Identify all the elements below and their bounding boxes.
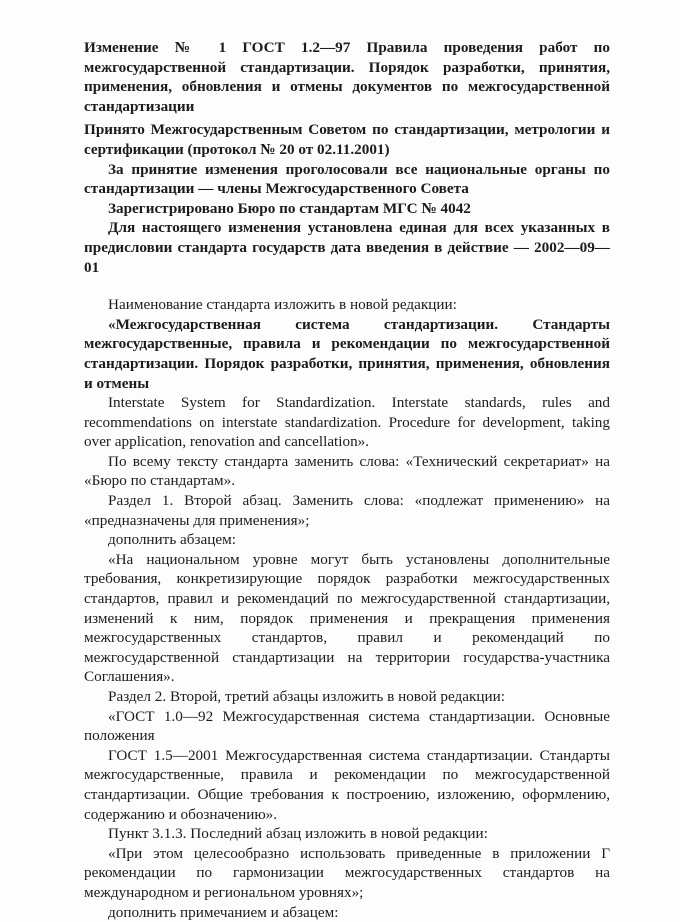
paragraph-3: Interstate System for Standardization. Interstate standards, rules and recommendations on interstate standardization. Procedure for development, taking over application, renovation and cancellation». <box>84 394 610 451</box>
paragraph-11: Пункт 3.1.3. Последний абзац изложить в новой редакции: <box>108 825 488 843</box>
paragraph-8: Раздел 2. Второй, третий абзацы изложить в новой редакции: <box>108 688 505 705</box>
paragraph-12: «При этом целесообразно использовать приведенные в приложении Г рекомендации по гармонизации межгосударственных стандартов на международном и региональном уровнях»; <box>84 844 610 901</box>
paragraph-1: Наименование стандарта изложить в новой редакции: <box>108 296 457 314</box>
effective-date-note: Для настоящего изменения установлена единая для всех указанных в предисловии стандарта государств дата введения в действие — 2002—09—01 <box>84 219 610 276</box>
paragraph-13: дополнить примечанием и абзацем: <box>108 903 339 921</box>
paragraph-9: «ГОСТ 1.0—92 Межгосударственная система стандартизации. Основные положения <box>84 707 610 745</box>
paragraph-10: ГОСТ 1.5—2001 Межгосударственная система стандартизации. Стандарты межгосударственные, правила и рекомендации по межгосударственной стандартизации. Общие требования к построению, изложению, оформлению, содержанию и обозначению». <box>84 746 610 823</box>
document-title: Изменение № 1 ГОСТ 1.2—97 Правила проведения работ по межгосударственной стандартизации. Порядок разработки, принятия, применения, обновления и отмены документов по межгосударственной стандартизации <box>84 39 610 115</box>
paragraph-7: «На национальном уровне могут быть установлены дополнительные требования, конкретизирующие порядок разработки межгосударственных стандартов, правил и рекомендаций по межгосударственной стандартизации, изменений к ним, порядок применения и прекращения применения межгосударственных стандартов, правил и рекомендаций по межгосударственной стандартизации на территории государства-участника Соглашения». <box>84 550 610 686</box>
voting-note: За принятие изменения проголосовали все национальные органы по стандартизации — члены Межгосударственного Совета <box>84 160 610 198</box>
registration-note: Зарегистрировано Бюро по стандартам МГС № 4042 <box>108 199 471 217</box>
paragraph-6: дополнить абзацем: <box>108 531 236 549</box>
paragraph-4: По всему тексту стандарта заменить слова: «Технический секретариат» на «Бюро по стандартам». <box>84 452 610 490</box>
paragraph-2: «Межгосударственная система стандартизации. Стандарты межгосударственные, правила и рекомендации по межгосударственной стандартизации. Порядок разработки, принятия, применения, обновления и отмены <box>84 315 610 392</box>
paragraph-5: Раздел 1. Второй абзац. Заменить слова: «подлежат применению» на «предназначены для применения»; <box>84 492 610 529</box>
adoption-note: Принято Межгосударственным Советом по стандартизации, метрологии и сертификации (протокол № 20 от 02.11.2001) <box>84 121 610 158</box>
